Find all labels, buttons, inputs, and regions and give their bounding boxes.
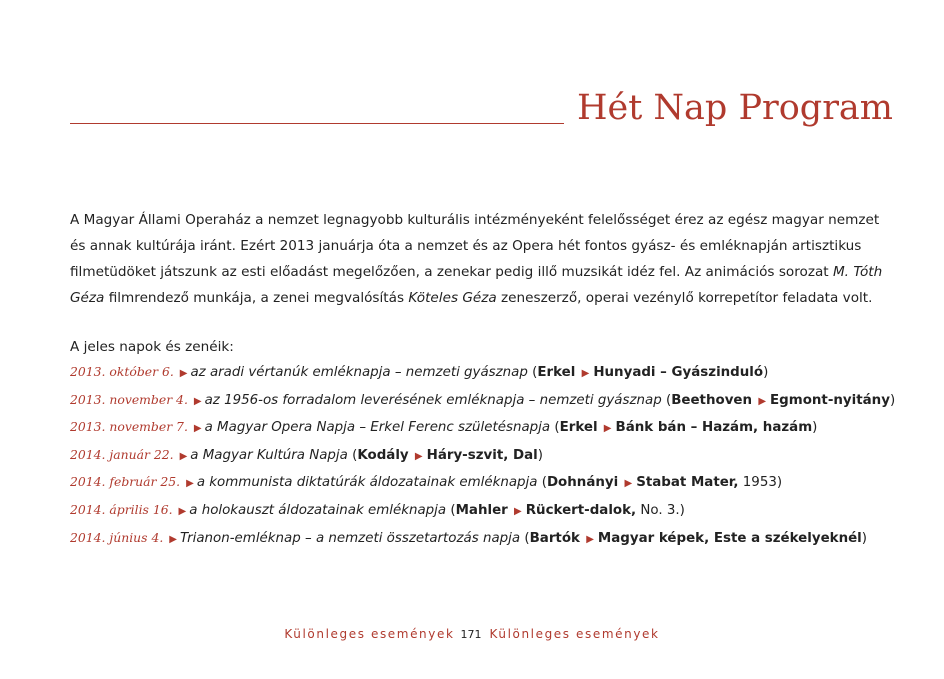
music-work: Rückert-dalok, [525,502,637,518]
intro-line: filmetüdöket játszunk az esti előadást megelőzően, a zenekar pedig illő muzsikát idéz fel. Az animációs sorozat M. Tóth [70,264,883,280]
play-arrow-icon: ▶ [586,533,594,545]
event-date: 2014. április 16. [70,501,173,517]
director-name: Géza [70,290,105,306]
event-description: a holokauszt áldozatainak emléknapja [189,502,447,518]
director-name: M. Tóth [832,264,883,280]
play-arrow-icon: ▶ [581,368,590,379]
event-description: Trianon-emléknap – a nemzeti összetartozás napja [179,530,521,546]
play-arrow-icon: ▶ [178,505,187,517]
composer: Kodály [357,447,409,463]
page-number: 171 [460,628,482,641]
music-work: Egmont-nyitány [770,392,890,408]
event-date: 2013. október 6. [70,364,174,379]
title-rule [70,123,564,124]
composer: Erkel [537,365,576,380]
event-date: 2013. november 7. [70,419,188,435]
list-item: 2013. október 6. ▶ az aradi vértanúk emléknapja – nemzeti gyásznap (Erkel ▶ Hunyadi – Gyászinduló) [70,364,769,380]
intro-line: és annak kultúrája iránt. Ezért 2013 januárja óta a nemzet és az Opera hét fontos gyász- és emléknapján artisztikus [70,238,862,254]
play-arrow-icon: ▶ [186,478,194,490]
music-work: Magyar képek, Este a székelyeknél [597,530,862,546]
play-arrow-icon: ▶ [603,423,612,435]
intro-line: A Magyar Állami Operaház a nemzet legnagyobb kulturális intézményeként felelősséget érez az egész magyar nemzet [70,212,880,228]
play-arrow-icon: ▶ [179,368,188,379]
event-date: 2014. február 25. [70,474,181,490]
list-item: 2013. november 7. ▶ a Magyar Opera Napja – Erkel Ferenc születésnapja (Erkel ▶ Bánk bán – Hazám, hazám) [70,419,818,436]
work-extra: 1953 [738,475,777,491]
list-item: 2014. február 25. ▶ a kommunista diktatúrák áldozatainak emléknapja (Dohnányi ▶ Stabat Mater, 1953) [70,474,783,491]
event-description: a Magyar Kultúra Napja [190,447,348,463]
music-work: Bánk bán – Hazám, hazám [615,420,813,436]
play-arrow-icon: ▶ [414,450,423,462]
composer: Beethoven [671,392,753,408]
play-arrow-icon: ▶ [624,478,633,490]
event-description: az 1956-os forradalom leverésének emléknapja – nemzeti gyásznap [204,392,662,408]
event-date: 2013. november 4. [70,391,188,407]
list-item: 2014. június 4. ▶ Trianon-emléknap – a nemzeti összetartozás napja (Bartók ▶ Magyar képek, Este a székelyeknél) [70,529,868,546]
music-work: Stabat Mater, [636,475,739,491]
composer: Dohnányi [546,475,619,491]
list-item: 2014. január 22. ▶ a Magyar Kultúra Napja (Kodály ▶ Háry-szvit, Dal) [70,446,543,463]
event-date: 2014. január 22. [70,446,174,462]
play-arrow-icon: ▶ [193,423,202,435]
event-description: a kommunista diktatúrák áldozatainak emléknapja [196,475,538,491]
play-arrow-icon: ▶ [169,533,177,545]
memorial-days-list [70,359,895,552]
event-description: az aradi vértanúk emléknapja – nemzeti gyásznap [190,365,528,380]
footer-section-label: Különleges események [489,627,660,641]
music-work: Háry-szvit, Dal [426,447,538,463]
footer-section-label: Különleges események [284,627,455,641]
event-date: 2014. június 4. [70,529,164,545]
intro-paragraph [70,207,883,311]
work-extra: No. 3. [636,502,680,518]
event-description: a Magyar Opera Napja – Erkel Ferenc születésnapja [204,420,551,436]
play-arrow-icon: ▶ [193,395,202,407]
intro-line: Géza filmrendező munkája, a zenei megvalósítás Köteles Géza zeneszerző, operai vezénylő korrepetítor feladata volt. [70,290,873,306]
play-arrow-icon: ▶ [179,450,188,462]
page-title: Hét Nap Program [577,88,893,128]
composer-name: Köteles Géza [408,290,497,306]
composer: Mahler [455,502,508,518]
composer: Bartók [529,530,580,546]
play-arrow-icon: ▶ [758,395,767,407]
list-heading: A jeles napok és zenéik: [70,339,234,355]
play-arrow-icon: ▶ [514,505,522,517]
page-footer [0,627,944,641]
music-work: Hunyadi – Gyászinduló [593,365,764,380]
composer: Erkel [559,420,598,436]
list-item: 2014. április 16. ▶ a holokauszt áldozatainak emléknapja (Mahler ▶ Rückert-dalok, No. 3.) [70,501,685,518]
list-item: 2013. november 4. ▶ az 1956-os forradalom leverésének emléknapja – nemzeti gyásznap (Beethoven ▶ Egmont-nyitány) [70,391,896,408]
